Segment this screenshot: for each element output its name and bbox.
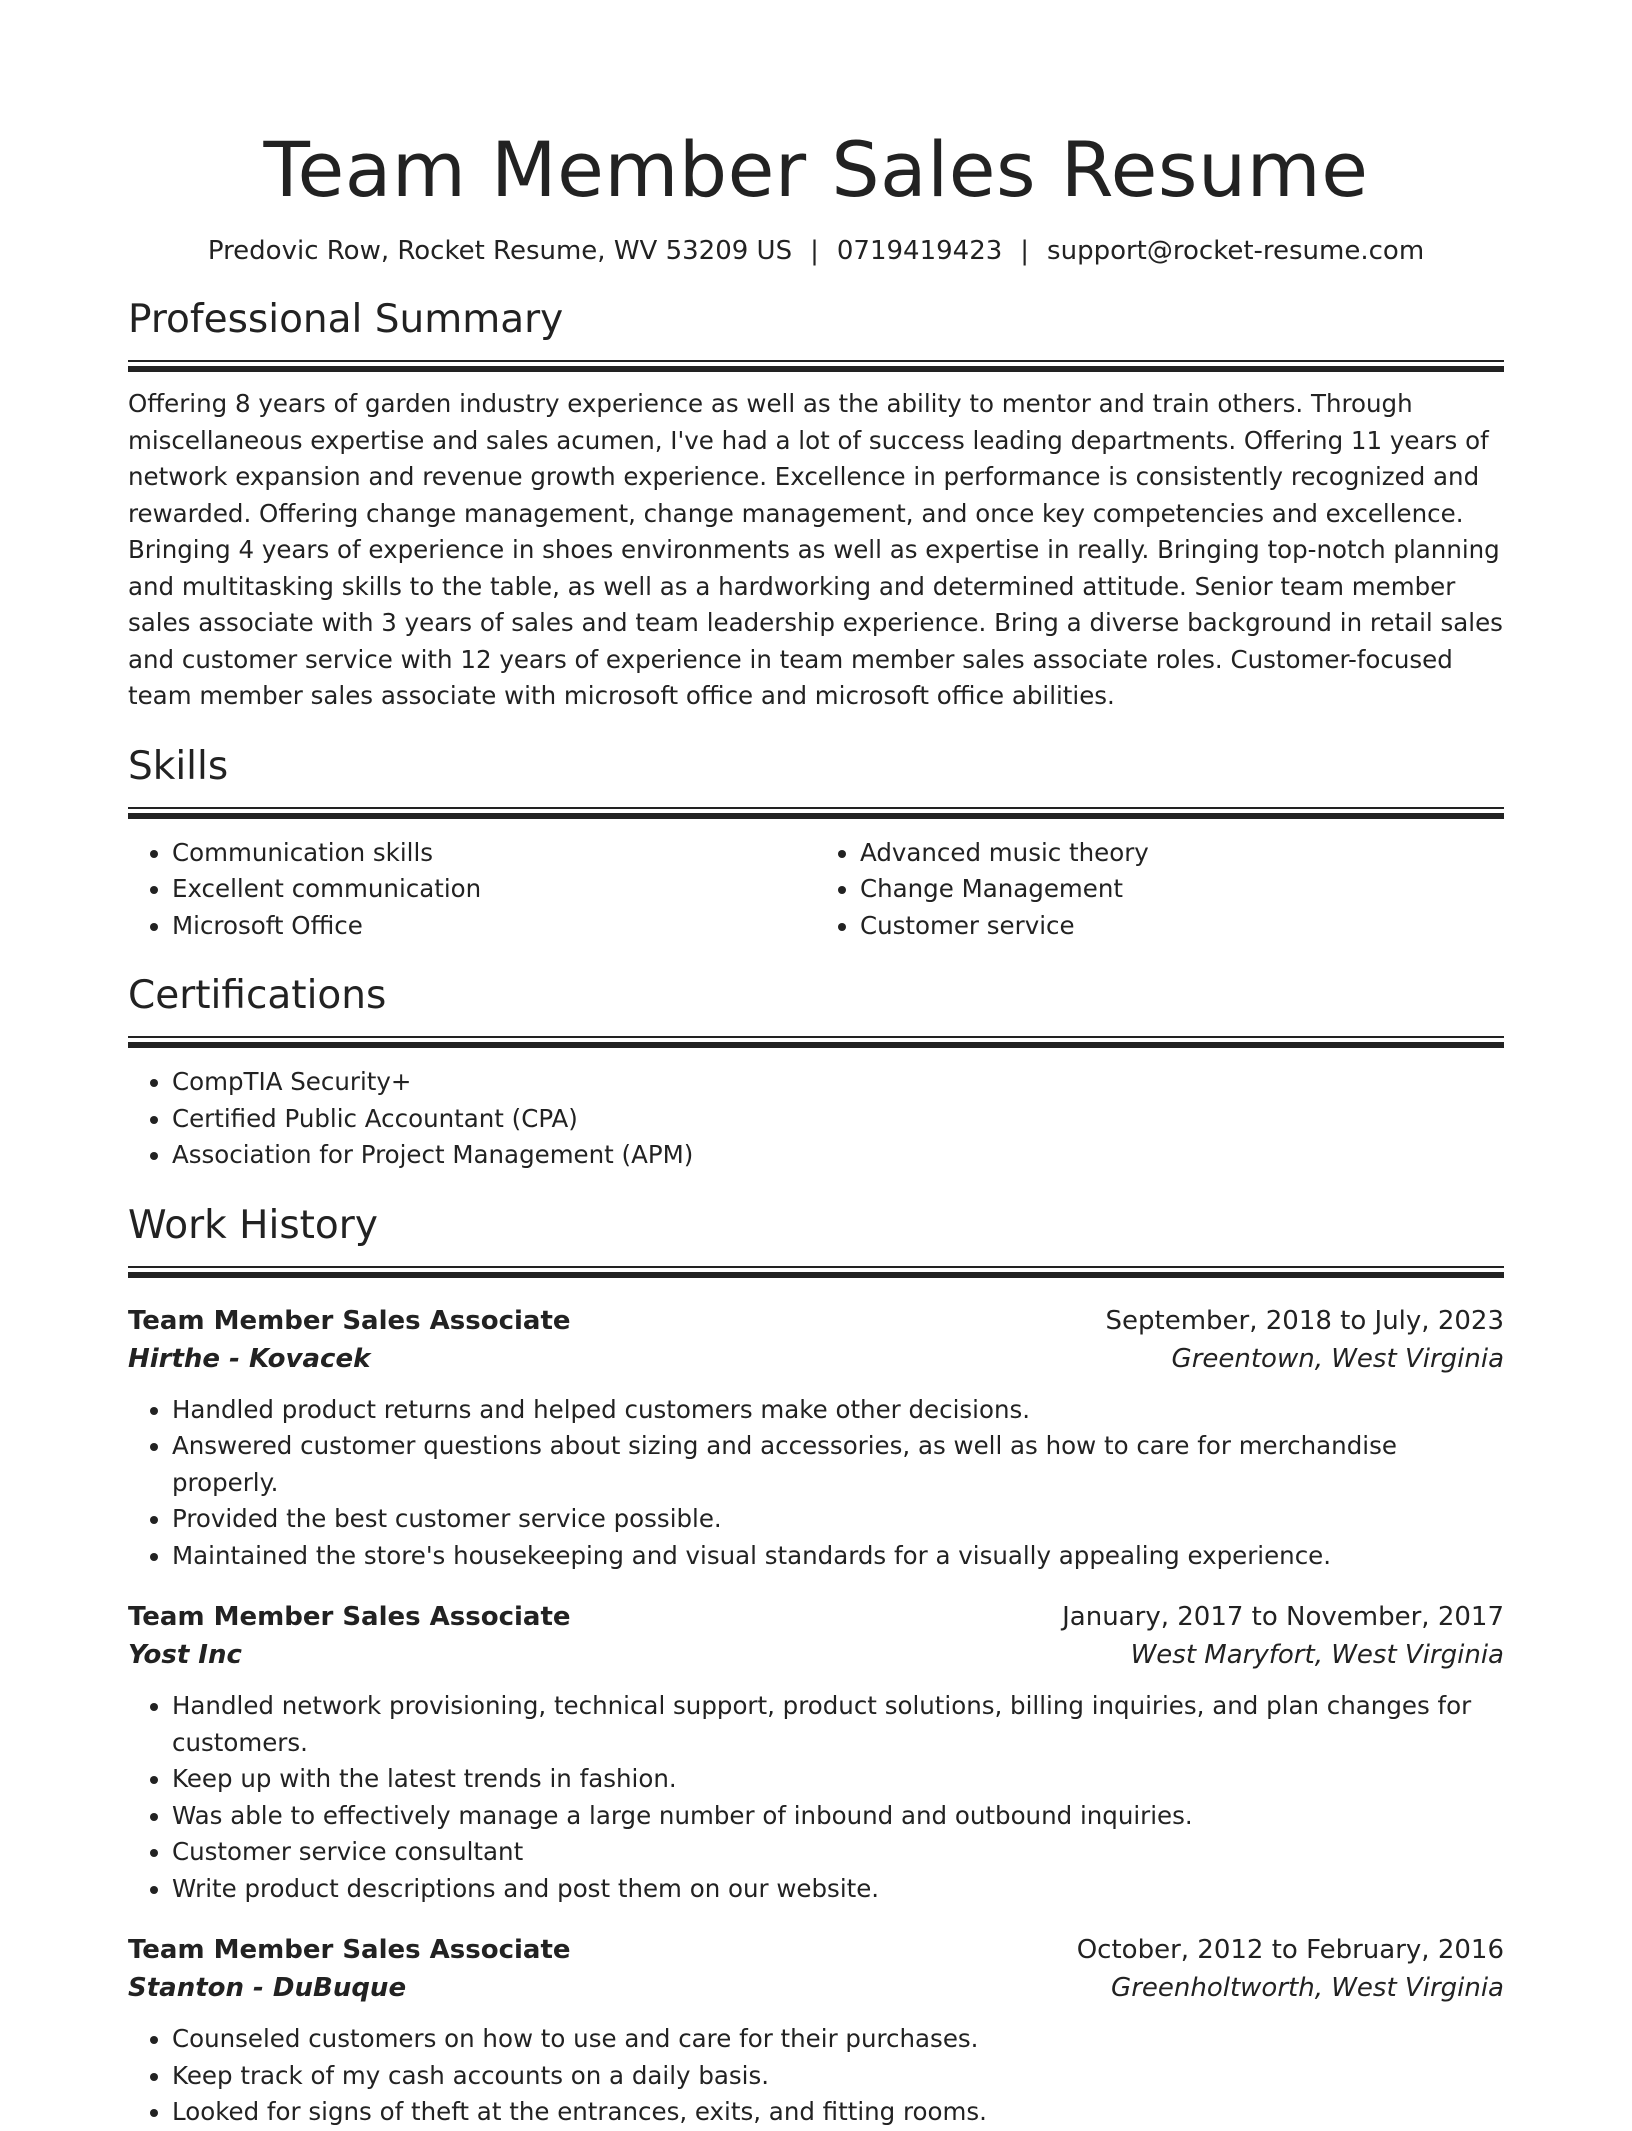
contact-separator: |	[810, 236, 819, 266]
job-bullets	[128, 2021, 1504, 2131]
job-dates: October, 2012 to February, 2016	[1076, 1935, 1504, 1965]
skill-item: • Advanced music theory	[860, 835, 1504, 872]
job-title: Team Member Sales Associate	[128, 1305, 571, 1336]
contact-email: support@rocket-resume.com	[1047, 236, 1425, 266]
job-bullets	[128, 1688, 1504, 1907]
job-bullet: • Handled network provisioning, technical support, product solutions, billing inquiries, and plan changes for customers.	[172, 1688, 1504, 1761]
job-company: Yost Inc	[128, 1640, 242, 1670]
contact-line	[128, 234, 1504, 268]
job-location: West Maryfort, West Virginia	[1130, 1640, 1504, 1670]
section-divider	[128, 1036, 1504, 1048]
certification-item: • Certified Public Accountant (CPA)	[172, 1101, 1504, 1138]
job-dates: September, 2018 to July, 2023	[1105, 1305, 1504, 1336]
job-bullet: • Maintained the store's housekeeping and visual standards for a visually appealing experience.	[172, 1538, 1504, 1575]
job-company: Hirthe - Kovacek	[128, 1343, 371, 1374]
certification-item: • Association for Project Management (APM)	[172, 1137, 1504, 1174]
job-bullet: • Provided the best customer service possible.	[172, 1501, 1504, 1538]
section-divider	[128, 807, 1504, 819]
section-divider	[128, 360, 1504, 372]
job-bullet: • Keep up with the latest trends in fashion.	[172, 1761, 1504, 1798]
job-title: Team Member Sales Associate	[128, 1602, 571, 1632]
job-company: Stanton - DuBuque	[128, 1973, 407, 2003]
job-bullet: • Counseled customers on how to use and care for their purchases.	[172, 2021, 1504, 2058]
job-subheader	[128, 1636, 1504, 1674]
job-bullet: • Write product descriptions and post them on our website.	[172, 1871, 1504, 1908]
job-entry	[128, 1931, 1504, 2131]
job-title: Team Member Sales Associate	[128, 1935, 571, 1965]
section-heading: Work History	[128, 1202, 378, 1248]
job-subheader	[128, 1969, 1504, 2007]
section-heading: Professional Summary	[128, 297, 564, 342]
summary-text: Offering 8 years of garden industry experience as well as the ability to mentor and train others. Through miscellaneous expertise and sales acumen, I've had a lot of success leading departments. Offering 11 years of network expansion and revenue growth experience. Excellence in performance is consistently recognized and rewarded. Offering change management, change management, and once key competencies and excellence. Bringing 4 years of experience in shoes environments as well as expertise in really. Bringing top-notch planning and multitasking skills to the table, as well as a hardworking and determined attitude. Senior team member sales associate with 3 years of sales and team leadership experience. Bring a diverse background in retail sales and customer service with 12 years of experience in team member sales associate roles. Customer-focused team member sales associate with microsoft office and microsoft office abilities.	[128, 389, 1503, 710]
section-heading: Certifications	[128, 973, 387, 1018]
job-header	[128, 1598, 1504, 1636]
job-bullets	[128, 1392, 1504, 1575]
work-history-section	[128, 1202, 1504, 2131]
skills-list	[128, 835, 1504, 945]
job-location: Greentown, West Virginia	[1171, 1343, 1504, 1374]
certifications-list	[128, 1064, 1504, 1174]
skill-item: • Customer service	[860, 908, 1504, 945]
job-bullet: • Was able to effectively manage a large number of inbound and outbound inquiries.	[172, 1798, 1504, 1835]
job-bullet: • Customer service consultant	[172, 1834, 1504, 1871]
skill-item: • Change Management	[860, 871, 1504, 908]
skill-item: • Excellent communication	[172, 871, 816, 908]
job-subheader	[128, 1340, 1504, 1378]
skills-column-right	[816, 835, 1504, 945]
certification-item: • CompTIA Security+	[172, 1064, 1504, 1101]
job-dates: January, 2017 to November, 2017	[1062, 1602, 1504, 1632]
resume-title: Team Member Sales Resume	[263, 125, 1369, 214]
certifications-section	[128, 972, 1504, 1174]
skill-item: • Microsoft Office	[172, 908, 816, 945]
skills-column-left	[128, 835, 816, 945]
job-bullet: • Keep track of my cash accounts on a daily basis.	[172, 2058, 1504, 2095]
skills-section	[128, 743, 1504, 945]
contact-separator: |	[1020, 236, 1030, 266]
contact-phone: 0719419423	[836, 236, 1003, 266]
job-location: Greenholtworth, West Virginia	[1111, 1973, 1504, 2003]
job-entry	[128, 1598, 1504, 1907]
section-heading: Skills	[128, 743, 229, 789]
job-header	[128, 1931, 1504, 1969]
summary-section	[128, 296, 1504, 715]
job-header	[128, 1302, 1504, 1340]
section-divider	[128, 1266, 1504, 1278]
job-bullet: • Answered customer questions about sizing and accessories, as well as how to care for merchandise properly.	[172, 1428, 1504, 1501]
job-entry	[128, 1302, 1504, 1575]
job-bullet: • Handled product returns and helped customers make other decisions.	[172, 1392, 1504, 1429]
contact-address: Predovic Row, Rocket Resume, WV 53209 US	[207, 236, 793, 266]
skill-item: • Communication skills	[172, 835, 816, 872]
job-bullet: • Looked for signs of theft at the entrances, exits, and fitting rooms.	[172, 2094, 1504, 2131]
